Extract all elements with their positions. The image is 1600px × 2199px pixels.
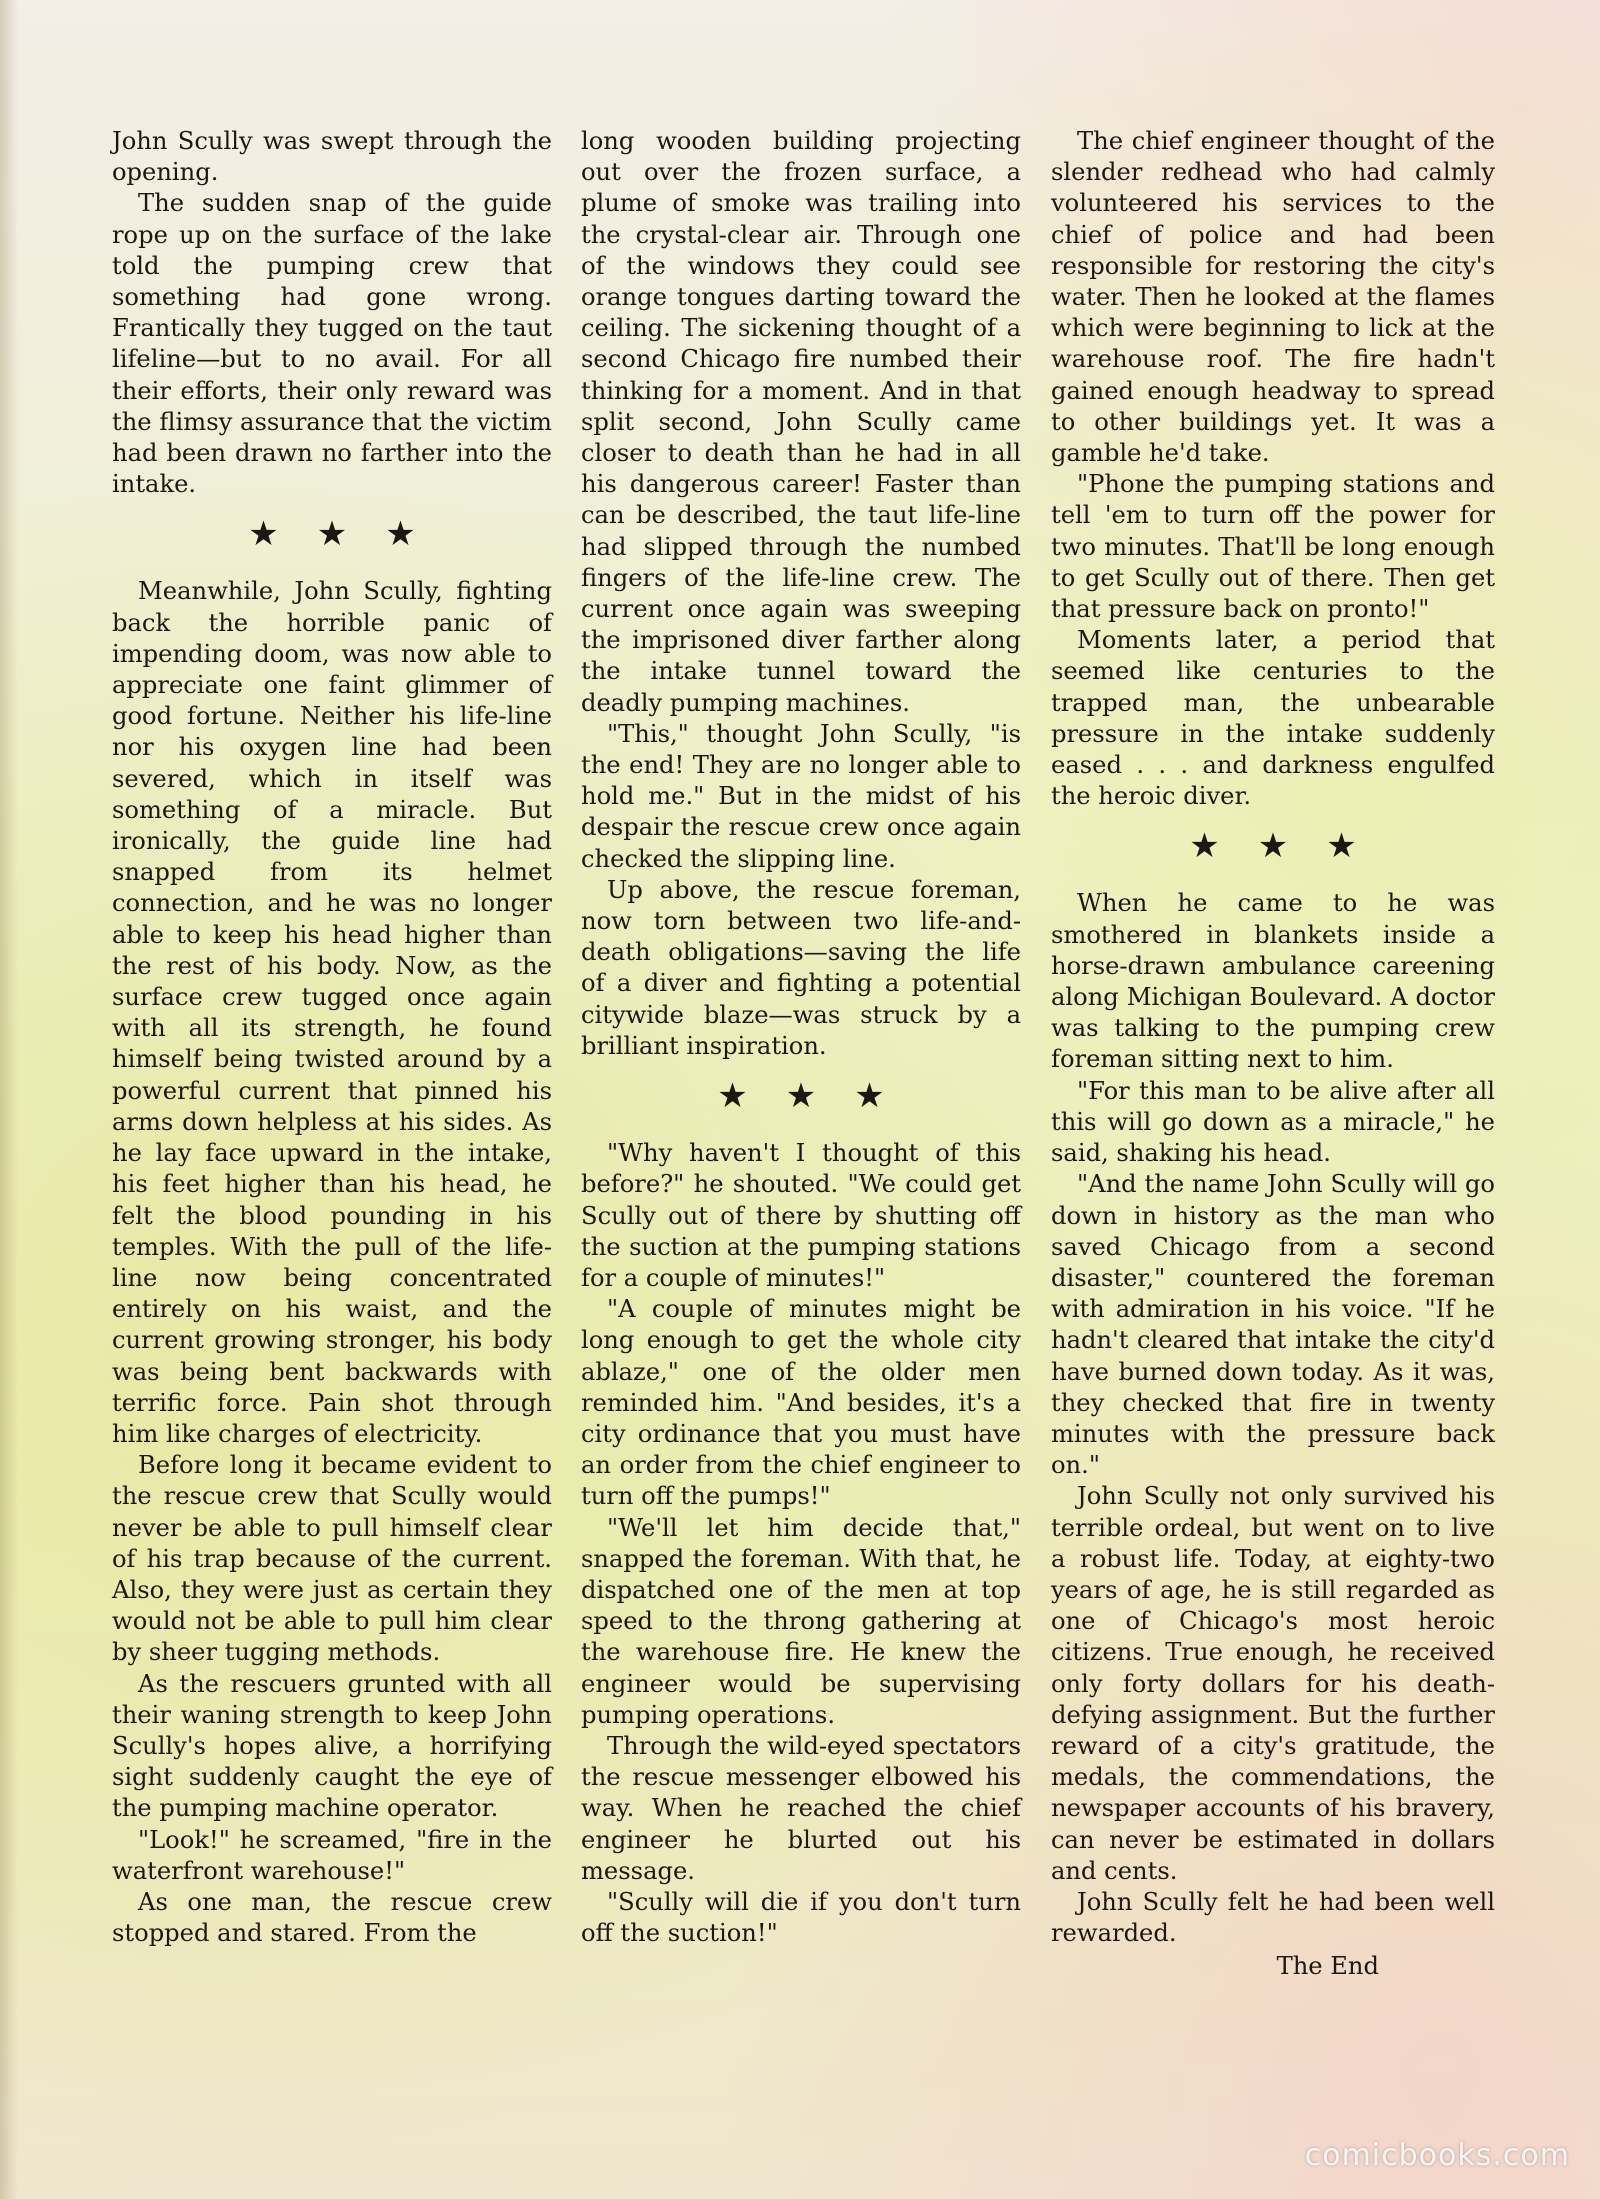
paragraph: When he came to he was smothered in blankets inside a horse-drawn ambulance careening along Michigan Boulevard. A doctor was talking to the pumping crew foreman sitting next to him. [1051,889,1495,1074]
paragraph: "A couple of minutes might be long enough to get the whole city ablaze," one of the older men reminded him. "And besides, it's a city ordinance that you must have an order from the chief engineer to turn off the pumps!" [581,1295,1021,1511]
text-column-3 [1051,126,1495,1983]
paragraph: "And the name John Scully will go down in history as the man who saved Chicago from a second disaster," countered the foreman with admiration in his voice. "If he hadn't cleared that intake the city'd have burned down today. As it was, they checked that fire in twenty minutes with the pressure back on." [1051,1170,1495,1480]
paragraph: "We'll let him decide that," snapped the foreman. With that, he dispatched one of the men at top speed to the throng gathering at the warehouse fire. He knew the engineer would be supervising pumping operations. [581,1513,1021,1729]
section-divider-stars: ★★★ [248,514,454,555]
paragraph: As one man, the rescue crew stopped and stared. From the [112,1887,552,1948]
paragraph: The chief engineer thought of the slender redhead who had calmly volunteered his services to the chief of police and had been responsible for restoring the city's water. Then he looked at the flames which were beginning to lick at the warehouse roof. The fire hadn't gained enough headway to spread to other buildings yet. It was a gamble he'd take. [1051,127,1495,468]
text-column-2 [581,126,1021,1949]
paragraph: "This," thought John Scully, "is the end! They are no longer able to hold me." But in the midst of his despair the rescue crew once again checked the slipping line. [581,719,1021,873]
section-divider-stars: ★★★ [717,1076,923,1117]
the-end-label: The End [1276,1952,1379,1981]
paragraph: Up above, the rescue foreman, now torn between two life-and-death obligations—saving the life of a diver and fighting a potential citywide blaze—was struck by a brilliant inspiration. [581,875,1021,1060]
paragraph: Before long it became evident to the rescue crew that Scully would never be able to pull himself clear of his trap because of the current. Also, they were just as certain they would not be able to pull him clear by sheer tugging methods. [112,1451,552,1667]
paragraph: "Why haven't I thought of this before?" he shouted. "We could get Scully out of there by shutting off the suction at the pumping stations for a couple of minutes!" [581,1139,1021,1292]
paragraph: "For this man to be alive after all this will go down as a miracle," he said, shaking his head. [1051,1076,1495,1168]
paragraph: As the rescuers grunted with all their waning strength to keep John Scully's hopes alive, a horrifying sight suddenly caught the eye of the pumping machine operator. [112,1669,552,1823]
paragraph: long wooden building projecting out over the frozen surface, a plume of smoke was trailing into the crystal-clear air. Through one of the windows they could see orange tongues darting toward the ceiling. The sickening thought of a second Chicago fire numbed their thinking for a moment. And in that split second, John Scully came closer to death than he had in all his dangerous career! Faster than can be described, the taut life-line had slipped through the numbed fingers of the life-line crew. The current once again was sweeping the imprisoned diver farther along the intake tunnel toward the deadly pumping machines. [581,127,1021,717]
watermark-text: comicbooks.com [1304,2138,1570,2173]
paragraph: Through the wild-eyed spectators the rescue messenger elbowed his way. When he reached the chief engineer he blurted out his message. [581,1731,1021,1885]
paragraph: John Scully felt he had been well rewarded. [1051,1887,1495,1948]
paragraph: John Scully was swept through the opening. [112,127,552,187]
paragraph: Meanwhile, John Scully, fighting back the horrible panic of impending doom, was now able to appreciate one faint glimmer of good fortune. Neither his life-line nor his oxygen line had been severed, which in itself was something of a miracle. But ironically, the guide line had snapped from its helmet connection, and he was no longer able to keep his head higher than the rest of his body. Now, as the surface crew tugged once again with all its strength, he found himself being twisted around by a powerful current that pinned his arms down helpless at his sides. As he lay face upward in the intake, his feet higher than his head, he felt the blood pounding in his temples. With the pull of the life-line now being concentrated entirely on his waist, and the current growing stronger, his body was being bent backwards with terrific force. Pain shot through him like charges of electricity. [112,577,552,1448]
section-divider-stars: ★★★ [1189,826,1395,867]
paragraph: "Look!" he screamed, "fire in the waterfront warehouse!" [112,1825,552,1885]
paragraph: John Scully not only survived his terrible ordeal, but went on to live a robust life. Today, at eighty-two years of age, he is still regarded as one of Chicago's most heroic citizens. True enough, he received only forty dollars for his death-defying assignment. But the further reward of a city's gratitude, the medals, the commendations, the newspaper accounts of his bravery, can never be estimated in dollars and cents. [1051,1482,1495,1885]
paragraph: The sudden snap of the guide rope up on the surface of the lake told the pumping crew that something had gone wrong. Frantically they tugged on the taut lifeline—but to no avail. For all their efforts, their only reward was the flimsy assurance that the victim had been drawn no farther into the intake. [112,189,552,499]
paragraph: "Scully will die if you don't turn off the suction!" [581,1887,1021,1948]
paragraph: "Phone the pumping stations and tell 'em to turn off the power for two minutes. That'll be long enough to get Scully out of there. Then get that pressure back on pronto!" [1051,470,1495,624]
text-column-1 [112,126,552,1949]
paragraph: Moments later, a period that seemed like centuries to the trapped man, the unbearable pressure in the intake suddenly eased . . . and darkness engulfed the heroic diver. [1051,626,1495,811]
